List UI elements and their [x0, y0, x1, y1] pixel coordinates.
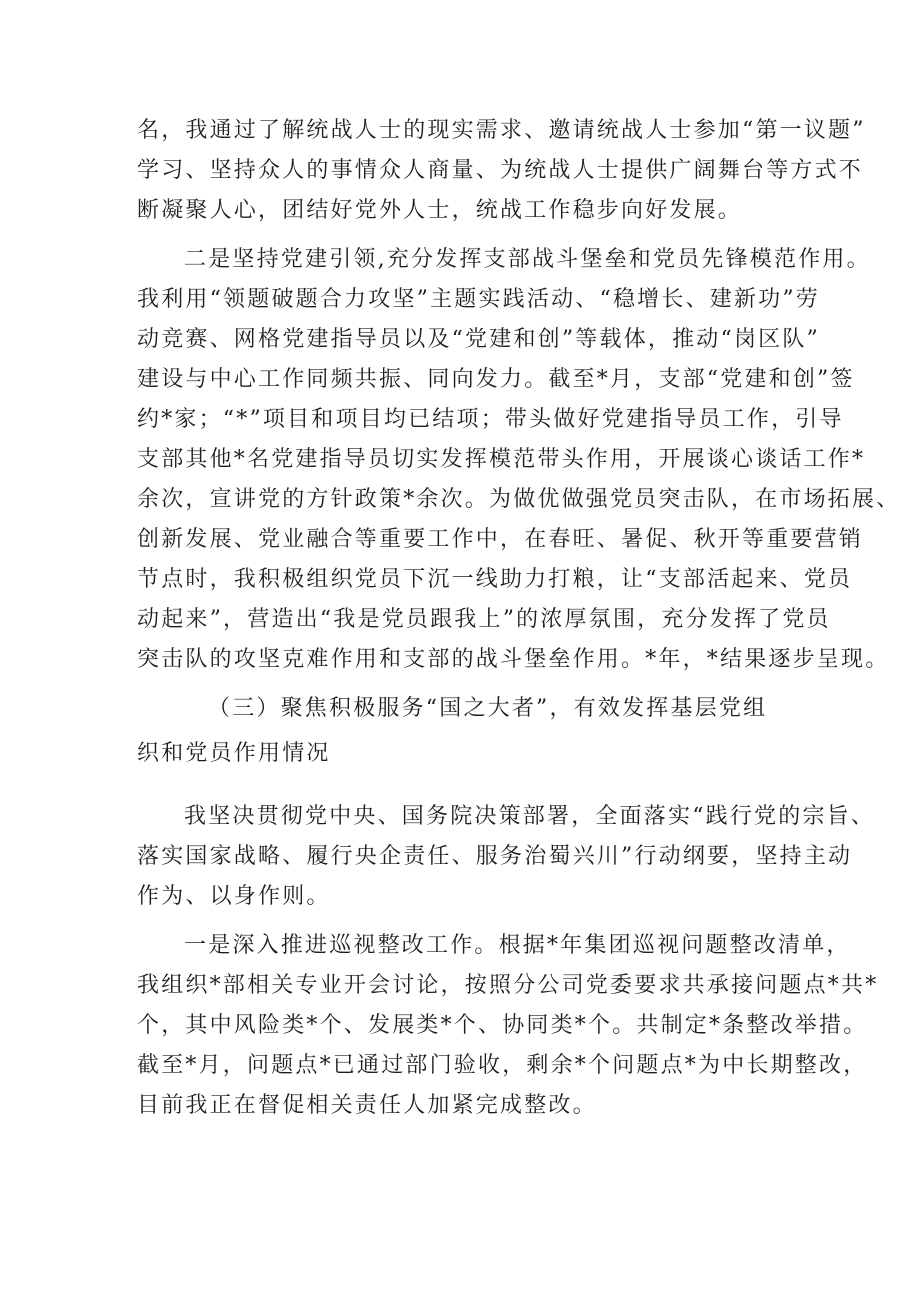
- paragraph-line: 建设与中心工作同频共振、同向发力。截至*月，支部“党建和创”签: [137, 367, 855, 392]
- paragraph-line: 学习、坚持众人的事情众人商量、为统战人士提供广阔舞台等方式不: [137, 158, 864, 183]
- paragraph-line: 二是坚持党建引领,充分发挥支部战斗堡垒和党员先锋模范作用。: [184, 247, 871, 272]
- paragraph-line: 约*家；“*”项目和项目均已结项；带头做好党建指导员工作，引导: [137, 407, 844, 432]
- paragraph-line: 创新发展、党业融合等重要工作中，在春旺、暑促、秋开等重要营销: [137, 527, 864, 552]
- paragraph-line: 动竞赛、网格党建指导员以及“党建和创”等载体，推动“岗区队”: [137, 327, 820, 352]
- paragraph-line: 个，其中风险类*个、发展类*个、协同类*个。共制定*条整改举措。: [137, 1013, 868, 1038]
- paragraph-line: 截至*月，问题点*已通过部门验收，剩余*个问题点*为中长期整改，: [137, 1053, 868, 1078]
- section-heading: 织和党员作用情况: [137, 741, 331, 766]
- paragraph-line: 一是深入推进巡视整改工作。根据*年集团巡视问题整改清单，: [184, 933, 851, 958]
- paragraph-line: 我坚决贯彻党中央、国务院决策部署，全面落实“践行党的宗旨、: [184, 804, 876, 829]
- paragraph-line: 落实国家战略、履行央企责任、服务治蜀兴川”行动纲要，坚持主动: [137, 844, 853, 869]
- section-heading: （三）聚焦积极服务“国之大者”，有效发挥基层党组: [208, 696, 768, 721]
- paragraph-line: 作为、以身作则。: [137, 884, 331, 909]
- paragraph-line: 动起来”，营造出“我是党员跟我上”的浓厚氛围，充分发挥了党员: [137, 607, 831, 632]
- paragraph-line: 目前我正在督促相关责任人加紧完成整改。: [137, 1093, 597, 1118]
- paragraph-line: 支部其他*名党建指导员切实发挥模范带头作用，开展谈心谈话工作*: [137, 447, 866, 472]
- paragraph-line: 断凝聚人心，团结好党外人士，统战工作稳步向好发展。: [137, 198, 743, 223]
- paragraph-line: 余次，宣讲党的方针政策*余次。为做优做强党员突击队，在市场拓展、: [137, 487, 901, 512]
- paragraph-line: 节点时，我积极组织党员下沉一线助力打粮，让“支部活起来、党员: [137, 567, 853, 592]
- paragraph-line: 我利用“领题破题合力攻坚”主题实践活动、“稳增长、建新功”劳: [137, 287, 820, 312]
- paragraph-line: 名，我通过了解统战人士的现实需求、邀请统战人士参加“第一议题”: [137, 118, 866, 143]
- paragraph-line: 突击队的攻坚克难作用和支部的战斗堡垒作用。*年，*结果逐步呈现。: [137, 647, 890, 672]
- paragraph-line: 我组织*部相关专业开会讨论，按照分公司党委要求共承接问题点*共*: [137, 973, 879, 998]
